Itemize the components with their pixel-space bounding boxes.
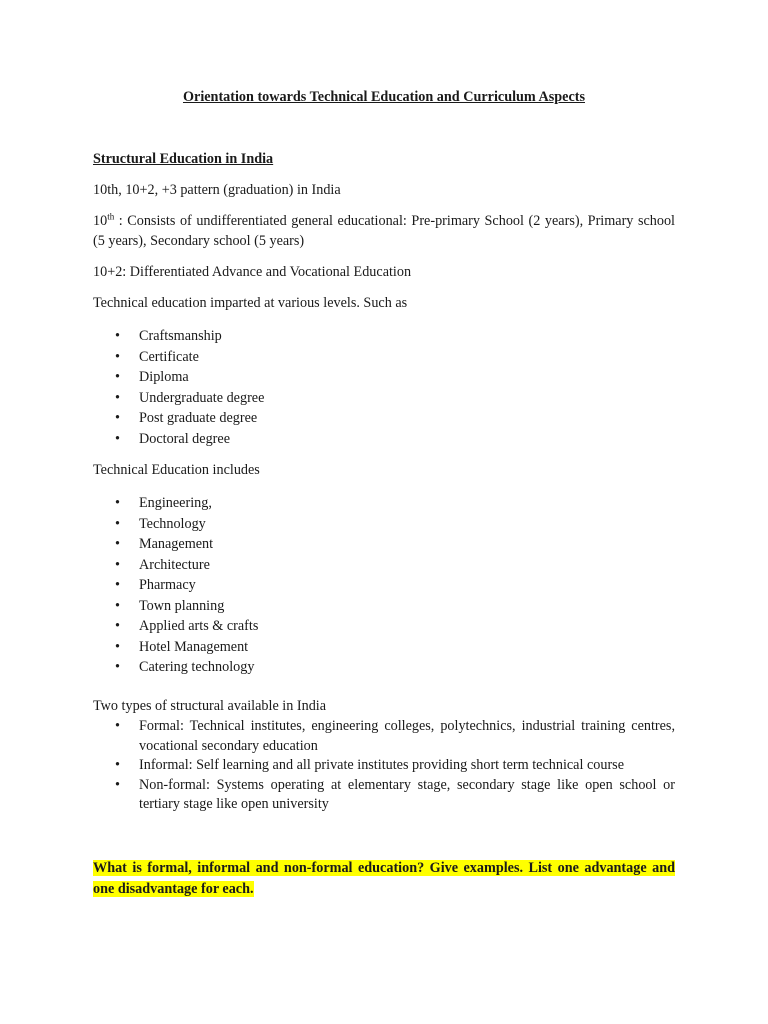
list-item-text: Diploma <box>139 369 189 385</box>
list-item-text: Pharmacy <box>139 577 196 593</box>
list-item <box>93 575 675 596</box>
paragraph-tenth-text: : Consists of undifferentiated general educational: Pre-primary School (2 years), Primary school (5 years), Secondary school (5 years) <box>93 213 675 249</box>
bullet-icon: • <box>115 328 120 344</box>
list-item <box>93 756 675 776</box>
list-item <box>93 388 675 409</box>
paragraph-tenth-sup: th <box>107 211 115 222</box>
list-item <box>93 347 675 368</box>
list-item <box>93 429 675 450</box>
bullet-icon: • <box>115 515 120 532</box>
bullet-icon: • <box>115 638 120 655</box>
question-text: What is formal, informal and non-formal education? Give examples. List one advantage and one disadvantage for each. <box>93 860 675 897</box>
list-item <box>93 717 675 756</box>
bullet-icon: • <box>115 348 120 365</box>
bullet-icon: • <box>115 757 120 773</box>
list-item-text: Doctoral degree <box>139 430 230 447</box>
list-item-text: Engineering, <box>139 495 212 511</box>
paragraph-tenth-prefix: 10 <box>93 213 108 229</box>
list-item-text: Certificate <box>139 348 199 365</box>
list-item-text: Formal: Technical institutes, engineering colleges, polytechnics, industrial training centres, vocational secondary education <box>139 718 675 754</box>
bullet-icon: • <box>115 430 120 447</box>
list-item-text: Hotel Management <box>139 638 249 655</box>
levels-list <box>93 326 675 449</box>
list-item-text: Applied arts & crafts <box>139 618 259 634</box>
bullet-icon: • <box>115 597 120 614</box>
bullet-icon: • <box>115 618 120 634</box>
bullet-icon: • <box>115 659 120 675</box>
list-item-text: Technology <box>139 515 206 532</box>
document-title: Orientation towards Technical Education and Curriculum Aspects <box>182 89 585 105</box>
list-item-text: Craftsmanship <box>139 328 222 344</box>
bullet-icon: • <box>115 389 120 406</box>
list-item <box>93 657 675 678</box>
list-item <box>93 326 675 347</box>
bullet-icon: • <box>115 495 120 511</box>
bullet-icon: • <box>115 718 120 734</box>
list-item-text: Non-formal: Systems operating at elementary stage, secondary stage like open school or tertiary stage like open university <box>139 776 675 812</box>
list-item <box>93 616 675 637</box>
list-item <box>93 555 675 576</box>
list-item-text: Architecture <box>139 556 210 573</box>
bullet-icon: • <box>115 556 120 573</box>
list-item-text: Management <box>139 536 214 552</box>
highlighted-question <box>93 858 675 900</box>
list-item <box>93 637 675 658</box>
paragraph-includes-intro: Technical Education includes <box>93 462 260 478</box>
bullet-icon: • <box>115 577 120 593</box>
list-item <box>93 367 675 388</box>
list-item <box>93 514 675 535</box>
bullet-icon: • <box>115 410 120 426</box>
includes-list <box>93 493 675 678</box>
paragraph-tenth <box>93 212 675 251</box>
bullet-icon: • <box>115 776 120 793</box>
paragraph-levels-intro: Technical education imparted at various levels. Such as <box>93 295 408 311</box>
bullet-icon: • <box>115 536 120 552</box>
list-item <box>93 493 675 514</box>
paragraph-pattern: 10th, 10+2, +3 pattern (graduation) in India <box>93 182 341 198</box>
bullet-icon: • <box>115 369 120 385</box>
list-item-text: Catering technology <box>139 659 255 675</box>
list-item-text: Town planning <box>139 597 225 614</box>
list-item <box>93 534 675 555</box>
list-item <box>93 408 675 429</box>
list-item-text: Informal: Self learning and all private institutes providing short term technical course <box>139 757 624 773</box>
list-item <box>93 596 675 617</box>
paragraph-plus-two: 10+2: Differentiated Advance and Vocational Education <box>93 264 412 280</box>
section-heading: Structural Education in India <box>93 151 274 167</box>
types-list <box>93 717 675 815</box>
list-item <box>93 776 675 815</box>
list-item-text: Undergraduate degree <box>139 389 265 406</box>
paragraph-types-intro: Two types of structural available in India <box>93 698 327 714</box>
list-item-text: Post graduate degree <box>139 410 258 426</box>
